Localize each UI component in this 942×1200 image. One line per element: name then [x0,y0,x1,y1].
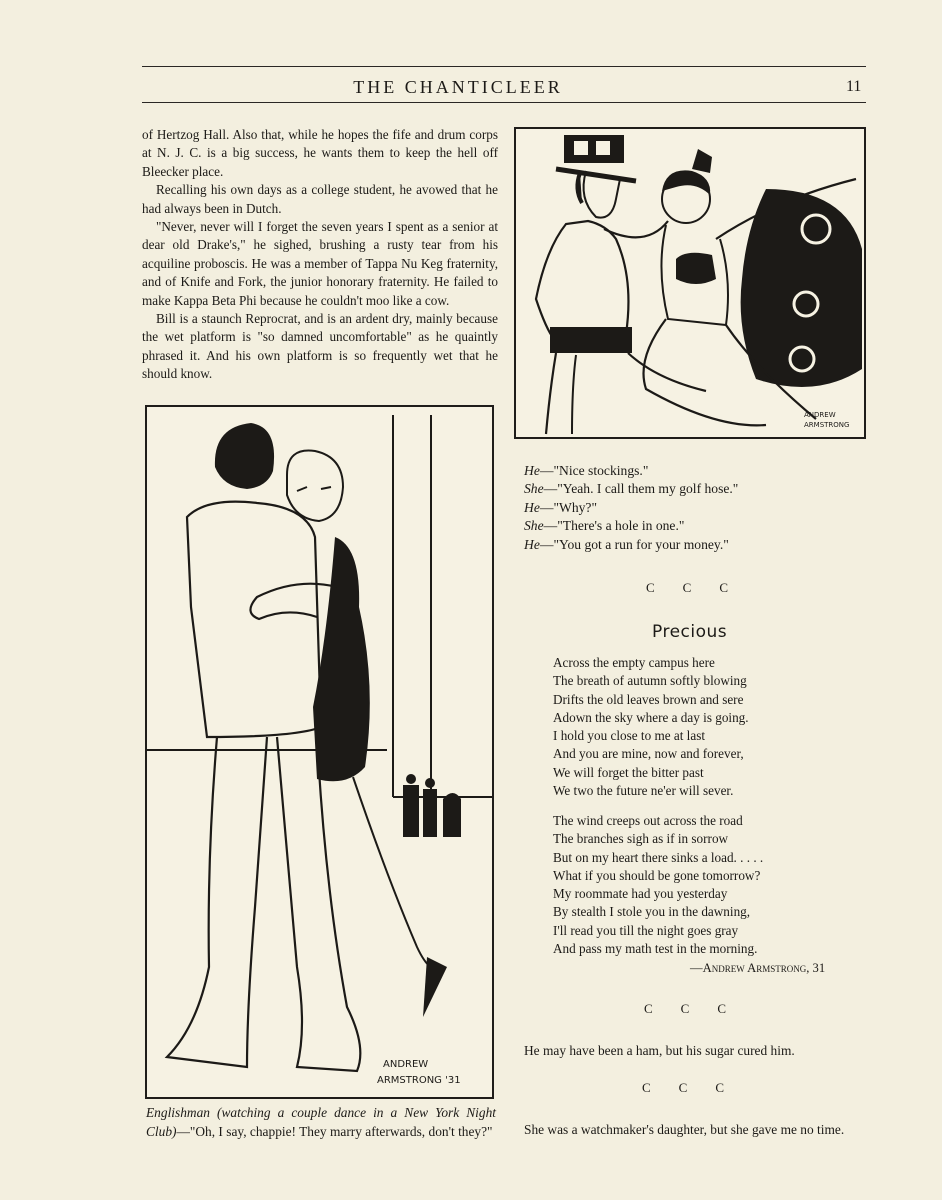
article-paragraph: of Hertzog Hall. Also that, while he hopes the fife and drum corps at N. J. C. is a big success, he wants them to keep the hell off Bleecker place. [142,127,498,179]
poem-stanza-1 [553,654,798,800]
left-signature-line2: ARMSTRONG '31 [377,1075,461,1086]
article-text [142,126,498,384]
poem-line: We two the future ne'er will sever. [553,783,734,799]
left-signature-line1: ANDREW [383,1059,429,1070]
dialog-text: —"Why?" [539,499,598,515]
dialog-speaker: He [524,499,540,515]
poem-line: And you are mine, now and forever, [553,746,744,762]
top-signature-line1: ANDREW [804,411,836,419]
dancing-couple-illustration [514,127,866,439]
dialog-text: —"Nice stockings." [539,463,649,478]
dialog-text: —"There's a hole in one." [543,518,685,534]
illustration-caption [146,1103,496,1141]
poem-line: The wind creeps out across the road [553,813,743,828]
poem-line: My roommate had you yesterday [553,886,728,902]
dialog-line [524,480,738,498]
poem-line: What if you should be gone tomorrow? [553,867,761,883]
poem-line: The branches sigh as if in sorrow [553,831,729,847]
joke-text: He may have been a ham, but his sugar cured him. [524,1043,795,1058]
poem-line: I'll read you till the night goes gray [553,922,739,938]
nightclub-couple-illustration [145,405,494,1099]
dialog-joke [524,462,738,554]
dialog-line [524,517,738,535]
article-paragraph: Recalling his own days as a college student, he avowed that he had always been in Dutch. [142,182,498,216]
poem-line: But on my heart there sinks a load. . . . . [553,849,764,865]
poem-line: By stealth I stole you in the dawning, [553,904,751,920]
article-paragraph: "Never, never will I forget the seven years I spent as a senior at dear old Drake's," he sighed, brushing a rusty tear from his acquiline proboscis. He was a member of Tappa Nu Keg fraternity, and of Knife and Fork, the junior honorary fraternity. He failed to make Kappa Beta Phi because he couldn't moo like a cow. [142,219,498,308]
poem-line: And pass my math test in the morning. [553,941,758,957]
poem-author: —Andrew Armstrong, 31 [690,961,826,975]
poem-title: Precious [652,622,728,642]
section-separator: CCC [644,1001,755,1016]
section-separator: CCC [642,1080,753,1095]
nightclub-couple-drawing [147,407,492,1097]
page-number: 11 [846,78,862,95]
poem-line: We will forget the bitter past [553,764,704,780]
dialog-line [524,462,738,480]
caption-italic: Englishman (watching a couple dance in a New York Night Club) [146,1105,496,1139]
poem-line: Adown the sky where a day is going. [553,709,749,725]
dialog-line [524,536,738,554]
joke-text: She was a watchmaker's daughter, but she gave me no time. [524,1122,845,1137]
dialog-speaker: She [524,518,544,534]
top-signature-line2: ARMSTRONG [804,421,850,429]
dancing-couple-drawing [516,129,864,437]
poem-stanza-2 [553,812,798,958]
dialog-speaker: He [524,463,540,478]
caption-quote: —"Oh, I say, chappie! They marry afterwards, don't they?" [176,1124,493,1139]
section-separator: CCC [646,580,757,595]
header-rule-top [142,66,866,67]
poem-line: Across the empty campus here [553,655,715,670]
dialog-text: —"Yeah. I call them my golf hose." [543,481,739,497]
dialog-speaker: He [524,536,540,552]
poem-line: Drifts the old leaves brown and sere [553,691,744,707]
page-header-title: THE CHANTICLEER [353,77,563,97]
dialog-text: —"You got a run for your money." [539,536,729,552]
dialog-line [524,499,738,517]
header-rule-bottom [142,102,866,103]
poem-line: I hold you close to me at last [553,728,705,744]
dialog-speaker: She [524,481,544,497]
article-paragraph: Bill is a staunch Reprocrat, and is an ardent dry, mainly because the wet platform is "so damned uncomfortable" as he quaintly phrased it. And his own platform is so frequently wet that he should know. [142,311,498,382]
poem-line: The breath of autumn softly blowing [553,673,747,689]
